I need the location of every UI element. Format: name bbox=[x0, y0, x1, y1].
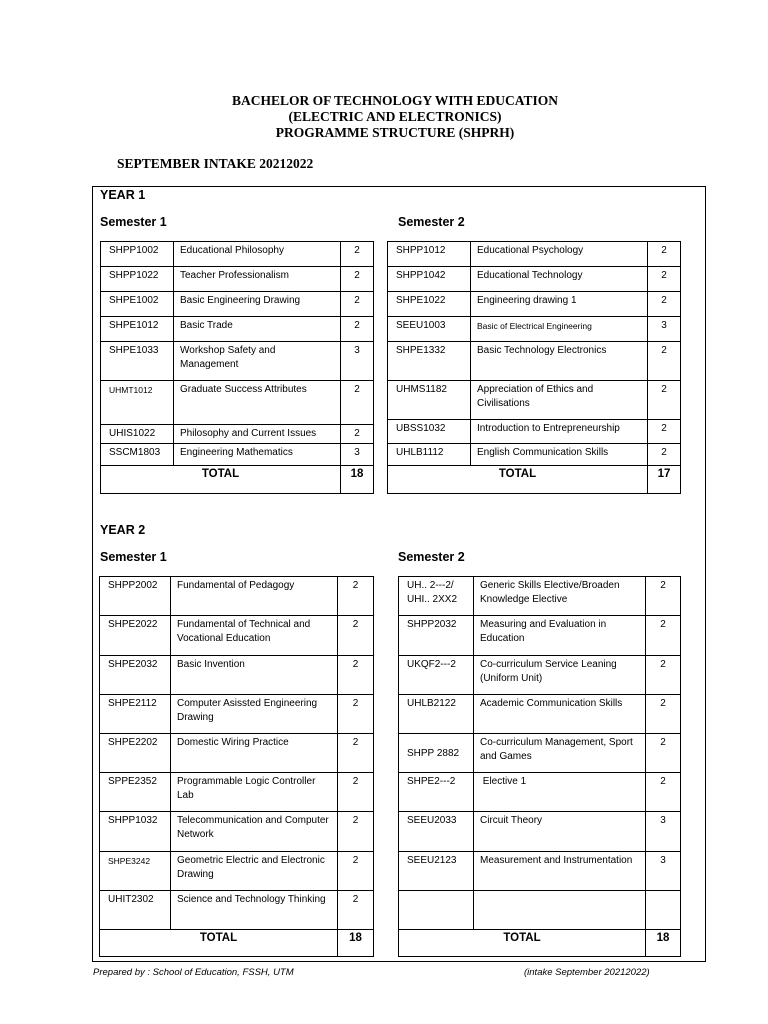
course-credits: 2 bbox=[648, 342, 681, 381]
course-name: Appreciation of Ethics and Civilisations bbox=[471, 381, 648, 420]
total-label: TOTAL bbox=[388, 466, 648, 494]
course-credits: 2 bbox=[338, 773, 374, 812]
table-row bbox=[101, 292, 374, 317]
table-row bbox=[399, 577, 681, 616]
course-code: SHPE2112 bbox=[100, 695, 171, 734]
total-credits: 18 bbox=[338, 930, 374, 957]
footer-intake: (intake September 20212022) bbox=[524, 967, 650, 978]
course-code: SHPE1022 bbox=[388, 292, 471, 317]
course-credits: 2 bbox=[338, 891, 374, 930]
course-name: Engineering Mathematics bbox=[174, 444, 341, 466]
course-code: SHPE2---2 bbox=[399, 773, 474, 812]
course-credits: 2 bbox=[338, 852, 374, 891]
course-name: Basic Engineering Drawing bbox=[174, 292, 341, 317]
course-credits: 2 bbox=[646, 616, 681, 656]
course-credits: 2 bbox=[341, 267, 374, 292]
year-1-label: YEAR 1 bbox=[100, 188, 146, 202]
course-name: Science and Technology Thinking bbox=[171, 891, 338, 930]
course-name: Basic of Electrical Engineering bbox=[471, 317, 648, 342]
course-credits: 3 bbox=[341, 444, 374, 466]
course-credits: 2 bbox=[646, 734, 681, 773]
course-name: English Communication Skills bbox=[471, 444, 648, 466]
total-credits: 17 bbox=[648, 466, 681, 494]
course-name: Graduate Success Attributes bbox=[174, 381, 341, 425]
course-code: UHLB1112 bbox=[388, 444, 471, 466]
course-code: SHPE3242 bbox=[100, 852, 171, 891]
total-label: TOTAL bbox=[100, 930, 338, 957]
course-credits: 2 bbox=[338, 695, 374, 734]
table-row bbox=[101, 267, 374, 292]
course-credits: 2 bbox=[646, 577, 681, 616]
course-code: SEEU2123 bbox=[399, 852, 474, 891]
course-code: SEEU2033 bbox=[399, 812, 474, 852]
course-code: UHIS1022 bbox=[101, 425, 174, 444]
course-table-y1s2 bbox=[387, 241, 681, 494]
course-table-y2s1 bbox=[99, 576, 374, 957]
course-code: SHPE1332 bbox=[388, 342, 471, 381]
course-code: SHPP2032 bbox=[399, 616, 474, 656]
course-code: SHPP 2882 bbox=[399, 734, 474, 773]
table-row bbox=[101, 242, 374, 267]
total-row bbox=[388, 466, 681, 494]
course-credits: 2 bbox=[338, 656, 374, 695]
course-table-y2s2 bbox=[398, 576, 681, 957]
course-credits: 2 bbox=[646, 773, 681, 812]
table-row bbox=[100, 656, 374, 695]
course-credits: 2 bbox=[341, 317, 374, 342]
course-credits: 3 bbox=[646, 852, 681, 891]
table-row bbox=[388, 242, 681, 267]
course-code: SHPE1002 bbox=[101, 292, 174, 317]
course-name: Teacher Professionalism bbox=[174, 267, 341, 292]
course-name: Fundamental of Pedagogy bbox=[171, 577, 338, 616]
course-code: UHMS1182 bbox=[388, 381, 471, 420]
table-row bbox=[100, 773, 374, 812]
course-credits: 2 bbox=[648, 242, 681, 267]
total-row bbox=[399, 930, 681, 957]
course-name: Workshop Safety and Management bbox=[174, 342, 341, 381]
course-name: Basic Technology Electronics bbox=[471, 342, 648, 381]
table-row bbox=[388, 342, 681, 381]
course-name: Domestic Wiring Practice bbox=[171, 734, 338, 773]
course-name: Computer Asissted Engineering Drawing bbox=[171, 695, 338, 734]
course-name: Co-curriculum Management, Sport and Games bbox=[474, 734, 646, 773]
course-name: Programmable Logic Controller Lab bbox=[171, 773, 338, 812]
total-label: TOTAL bbox=[399, 930, 646, 957]
course-code: SHPE2022 bbox=[100, 616, 171, 656]
course-name: Educational Psychology bbox=[471, 242, 648, 267]
title-line-3: PROGRAMME STRUCTURE (SHPRH) bbox=[275, 125, 515, 140]
table-row bbox=[388, 420, 681, 444]
course-name: Measurement and Instrumentation bbox=[474, 852, 646, 891]
table-row bbox=[101, 425, 374, 444]
table-row bbox=[388, 292, 681, 317]
intake-heading: SEPTEMBER INTAKE 20212022 bbox=[117, 156, 314, 171]
title-line-1: BACHELOR OF TECHNOLOGY WITH EDUCATION bbox=[231, 93, 559, 108]
course-code: SHPP2002 bbox=[100, 577, 171, 616]
table-row bbox=[399, 734, 681, 773]
course-credits: 2 bbox=[338, 616, 374, 656]
course-code: UH.. 2---2/ UHI.. 2XX2 bbox=[399, 577, 474, 616]
course-credits: 2 bbox=[341, 425, 374, 444]
table-row bbox=[399, 695, 681, 734]
table-row bbox=[100, 852, 374, 891]
course-credits: 2 bbox=[648, 267, 681, 292]
course-name: Fundamental of Technical and Vocational Education bbox=[171, 616, 338, 656]
table-row bbox=[101, 444, 374, 466]
course-name bbox=[474, 891, 646, 930]
title-line-2: (ELECTRIC AND ELECTRONICS) bbox=[288, 109, 502, 124]
course-code: UHLB2122 bbox=[399, 695, 474, 734]
year-2-label: YEAR 2 bbox=[100, 523, 146, 537]
total-row bbox=[101, 466, 374, 494]
course-code: UHMT1012 bbox=[101, 381, 174, 425]
course-name: Engineering drawing 1 bbox=[471, 292, 648, 317]
course-code: SHPP1042 bbox=[388, 267, 471, 292]
course-credits: 2 bbox=[648, 420, 681, 444]
course-name: Geometric Electric and Electronic Drawing bbox=[171, 852, 338, 891]
table-row bbox=[101, 317, 374, 342]
course-credits: 3 bbox=[646, 812, 681, 852]
table-row bbox=[399, 656, 681, 695]
course-name: Elective 1 bbox=[474, 773, 646, 812]
table-row bbox=[101, 342, 374, 381]
course-credits: 2 bbox=[646, 656, 681, 695]
course-code: UKQF2---2 bbox=[399, 656, 474, 695]
course-code: SHPP1002 bbox=[101, 242, 174, 267]
table-row bbox=[100, 812, 374, 852]
course-credits: 2 bbox=[648, 381, 681, 420]
year-2-semester-1-label: Semester 1 bbox=[100, 550, 167, 564]
year-1-semester-1-label: Semester 1 bbox=[100, 215, 167, 229]
course-code: SPPE2352 bbox=[100, 773, 171, 812]
course-credits: 2 bbox=[338, 812, 374, 852]
table-row bbox=[100, 616, 374, 656]
course-credits: 2 bbox=[648, 444, 681, 466]
table-row bbox=[399, 812, 681, 852]
table-row bbox=[388, 317, 681, 342]
course-credits: 2 bbox=[341, 292, 374, 317]
total-credits: 18 bbox=[646, 930, 681, 957]
course-code: SSCM1803 bbox=[101, 444, 174, 466]
course-name: Introduction to Entrepreneurship bbox=[471, 420, 648, 444]
course-name: Telecommunication and Computer Network bbox=[171, 812, 338, 852]
table-row bbox=[399, 616, 681, 656]
course-name: Measuring and Evaluation in Education bbox=[474, 616, 646, 656]
total-credits: 18 bbox=[341, 466, 374, 494]
course-table-y1s1 bbox=[100, 241, 374, 494]
course-credits: 2 bbox=[648, 292, 681, 317]
course-name: Basic Trade bbox=[174, 317, 341, 342]
course-credits: 2 bbox=[338, 734, 374, 773]
course-name: Educational Technology bbox=[471, 267, 648, 292]
total-label: TOTAL bbox=[101, 466, 341, 494]
table-row bbox=[100, 577, 374, 616]
year-2-semester-2-label: Semester 2 bbox=[398, 550, 465, 564]
course-code: SHPE2202 bbox=[100, 734, 171, 773]
footer-prepared-by: Prepared by : School of Education, FSSH, UTM bbox=[93, 967, 294, 978]
total-row bbox=[100, 930, 374, 957]
course-code: SHPE1033 bbox=[101, 342, 174, 381]
table-row bbox=[388, 444, 681, 466]
table-row bbox=[100, 734, 374, 773]
year-1-semester-2-label: Semester 2 bbox=[398, 215, 465, 229]
table-row bbox=[399, 773, 681, 812]
course-credits: 2 bbox=[338, 577, 374, 616]
table-row bbox=[100, 695, 374, 734]
table-row bbox=[100, 891, 374, 930]
course-code bbox=[399, 891, 474, 930]
course-name: Academic Communication Skills bbox=[474, 695, 646, 734]
course-name: Philosophy and Current Issues bbox=[174, 425, 341, 444]
course-code: SHPE1012 bbox=[101, 317, 174, 342]
document-header bbox=[0, 93, 768, 141]
course-code: SHPP1012 bbox=[388, 242, 471, 267]
course-credits: 2 bbox=[646, 695, 681, 734]
course-code: UHIT2302 bbox=[100, 891, 171, 930]
table-row bbox=[388, 267, 681, 292]
course-code: SHPP1032 bbox=[100, 812, 171, 852]
course-name: Circuit Theory bbox=[474, 812, 646, 852]
course-name: Generic Skills Elective/Broaden Knowledge Elective bbox=[474, 577, 646, 616]
course-code: SEEU1003 bbox=[388, 317, 471, 342]
course-credits bbox=[646, 891, 681, 930]
table-row bbox=[388, 381, 681, 420]
table-row bbox=[399, 852, 681, 891]
course-credits: 2 bbox=[341, 381, 374, 425]
course-credits: 2 bbox=[341, 242, 374, 267]
course-name: Co-curriculum Service Leaning (Uniform Unit) bbox=[474, 656, 646, 695]
course-credits: 3 bbox=[648, 317, 681, 342]
course-code: SHPP1022 bbox=[101, 267, 174, 292]
course-code: SHPE2032 bbox=[100, 656, 171, 695]
course-credits: 3 bbox=[341, 342, 374, 381]
table-row bbox=[399, 891, 681, 930]
course-name: Educational Philosophy bbox=[174, 242, 341, 267]
table-row bbox=[101, 381, 374, 425]
course-code: UBSS1032 bbox=[388, 420, 471, 444]
course-name: Basic Invention bbox=[171, 656, 338, 695]
